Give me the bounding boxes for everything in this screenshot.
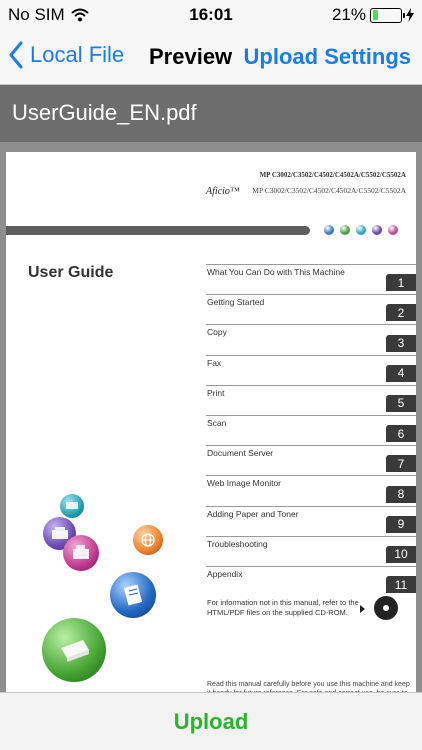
document-preview[interactable] <box>0 142 422 692</box>
document-footer-note: Read this manual carefully before you use this machine and keep <box>207 681 410 688</box>
toc-item-number: 11 <box>386 576 416 593</box>
status-time: 16:01 <box>189 5 233 24</box>
color-dot <box>388 225 398 235</box>
upload-settings-button[interactable]: Upload Settings <box>243 44 411 69</box>
toc-item <box>206 506 416 536</box>
color-dot <box>356 225 366 235</box>
file-name: UserGuide_EN.pdf <box>12 100 197 125</box>
page-title: Preview <box>149 44 233 69</box>
toc-item-label: Print <box>207 387 225 398</box>
toc-item-number: 4 <box>386 365 416 382</box>
toc-item <box>206 355 416 385</box>
battery-percent: 21% <box>331 5 366 24</box>
toc-item <box>206 566 416 596</box>
battery-fill <box>373 10 379 20</box>
upload-button[interactable]: Upload <box>173 708 249 734</box>
file-header <box>0 85 422 142</box>
toc-item-label: Copy <box>207 327 227 338</box>
scanner-ball-icon <box>42 618 106 682</box>
toc-item-number: 9 <box>386 516 416 533</box>
battery-icon <box>370 8 402 23</box>
navigation-bar <box>0 30 422 85</box>
toc-item <box>206 264 416 294</box>
document-ball-icon <box>110 572 156 618</box>
toc-item-label: Scan <box>207 417 227 428</box>
back-button-label: Local File <box>30 42 125 67</box>
toc-item-label: Getting Started <box>207 297 265 308</box>
toc-item-number: 6 <box>386 425 416 442</box>
color-dots <box>324 225 398 235</box>
toc-item-number: 7 <box>386 455 416 472</box>
status-bar <box>0 0 422 30</box>
header-stripe <box>6 226 310 235</box>
toc-item <box>206 294 416 324</box>
toc-item-number: 1 <box>386 274 416 291</box>
toc-item-number: 5 <box>386 395 416 412</box>
model-number-line-secondary: MP C3002/C3502/C4502/C4502A/C5502/C5502A <box>252 186 406 195</box>
document-title: User Guide <box>28 264 114 281</box>
brand-logo: Aficio™ <box>206 186 240 197</box>
color-dot <box>372 225 382 235</box>
upload-toolbar <box>0 692 422 750</box>
toc-item-label: What You Can Do with This Machine <box>207 267 345 277</box>
toc-item <box>206 385 416 415</box>
toc-item-label: Fax <box>207 357 222 368</box>
cd-rom-note: For information not in this manual, refer to the HTML/PDF files on the supplied CD-ROM. <box>207 598 359 617</box>
pdf-page <box>6 152 416 712</box>
color-dot <box>340 225 350 235</box>
toc-item <box>206 445 416 475</box>
globe-ball-icon <box>133 525 163 555</box>
back-button[interactable] <box>8 40 124 70</box>
fax-ball-icon <box>63 535 99 571</box>
network-ball-icon <box>60 494 84 518</box>
color-dot <box>324 225 334 235</box>
toc-item <box>206 324 416 354</box>
cd-rom-icon <box>374 596 398 620</box>
toc-item <box>206 415 416 445</box>
chevron-left-icon <box>8 40 24 70</box>
carrier-label: No SIM <box>8 5 65 24</box>
table-of-contents <box>206 264 416 596</box>
toc-item-label: Document Server <box>207 448 274 459</box>
lightning-icon <box>406 8 414 22</box>
model-number-line: MP C3002/C3502/C4502/C4502A/C5502/C5502A <box>259 171 406 179</box>
toc-item-label: Troubleshooting <box>207 538 268 549</box>
status-right <box>332 5 414 25</box>
toc-item-label: Adding Paper and Toner <box>207 508 299 519</box>
arrow-right-icon <box>360 605 365 613</box>
toc-item-number: 3 <box>386 335 416 352</box>
toc-item-number: 10 <box>386 546 416 563</box>
toc-item <box>206 475 416 505</box>
toc-item-number: 2 <box>386 304 416 321</box>
toc-item-label: Web Image Monitor <box>207 478 282 489</box>
toc-item-number: 8 <box>386 486 416 503</box>
toc-item <box>206 536 416 566</box>
toc-item-label: Appendix <box>207 568 243 579</box>
